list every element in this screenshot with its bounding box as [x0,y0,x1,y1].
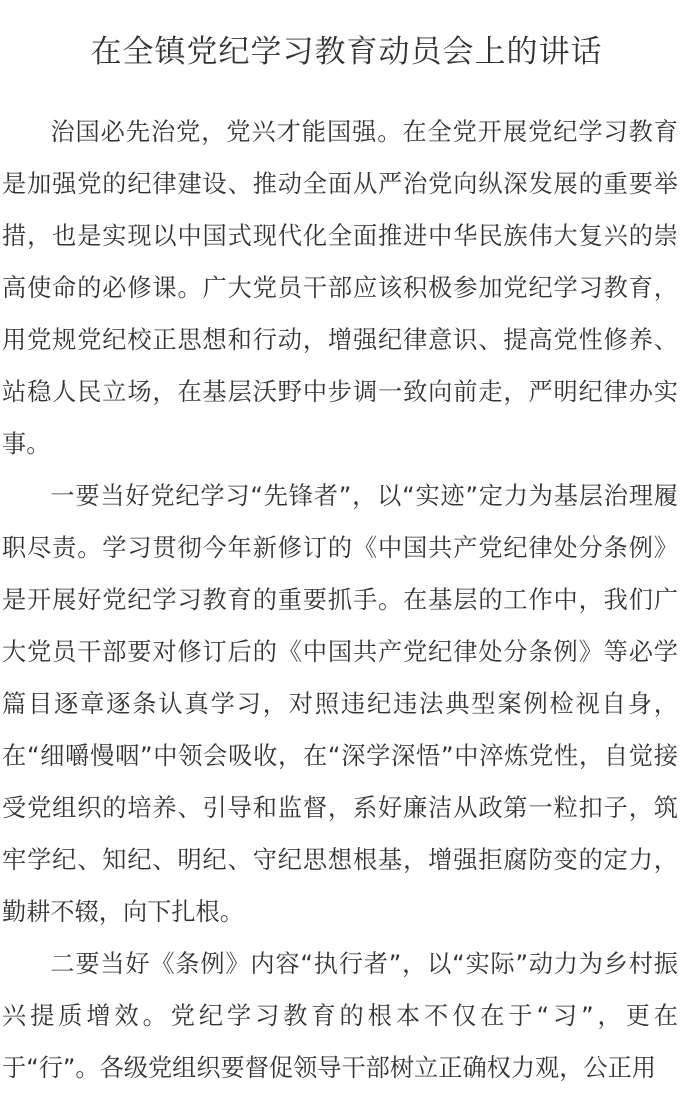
paragraph-intro: 治国必先治党，党兴才能国强。在全党开展党纪学习教育是加强党的纪律建设、推动全面从严治党向纵深发展的重要举措，也是实现以中国式现代化全面推进中华民族伟大复兴的崇高使命的必修课。广大党员干部应该积极参加党纪学习教育，用党规党纪校正思想和行动，增强纪律意识、提高党性修养、站稳人民立场，在基层沃野中步调一致向前走，严明纪律办实事。 [2,118,678,458]
paragraph-point-one: 一要当好党纪学习“先锋者”，以“实迹”定力为基层治理履职尽责。学习贯彻今年新修订的《中国共产党纪律处分条例》是开展好党纪学习教育的重要抓手。在基层的工作中，我们广大党员干部要对修订后的《中国共产党纪律处分条例》等必学篇目逐章逐条认真学习，对照违纪违法典型案例检视自身，在“细嚼慢咽”中领会吸收，在“深学深悟”中淬炼党性，自觉接受党组织的培养、引导和监督，系好廉洁从政第一粒扣子，筑牢学纪、知纪、明纪、守纪思想根基，增强拒腐防变的定力，勤耕不辍，向下扎根。 [2,482,678,926]
article-body [2,106,678,1094]
page-title: 在全镇党纪学习教育动员会上的讲话 [90,34,603,70]
paragraph-point-two: 二要当好《条例》内容“执行者”，以“实际”动力为乡村振兴提质增效。党纪学习教育的根本不仅在于“习”，更在于“行”。各级党组织要督促领导干部树立正确权力观，公正用 [2,950,678,1082]
